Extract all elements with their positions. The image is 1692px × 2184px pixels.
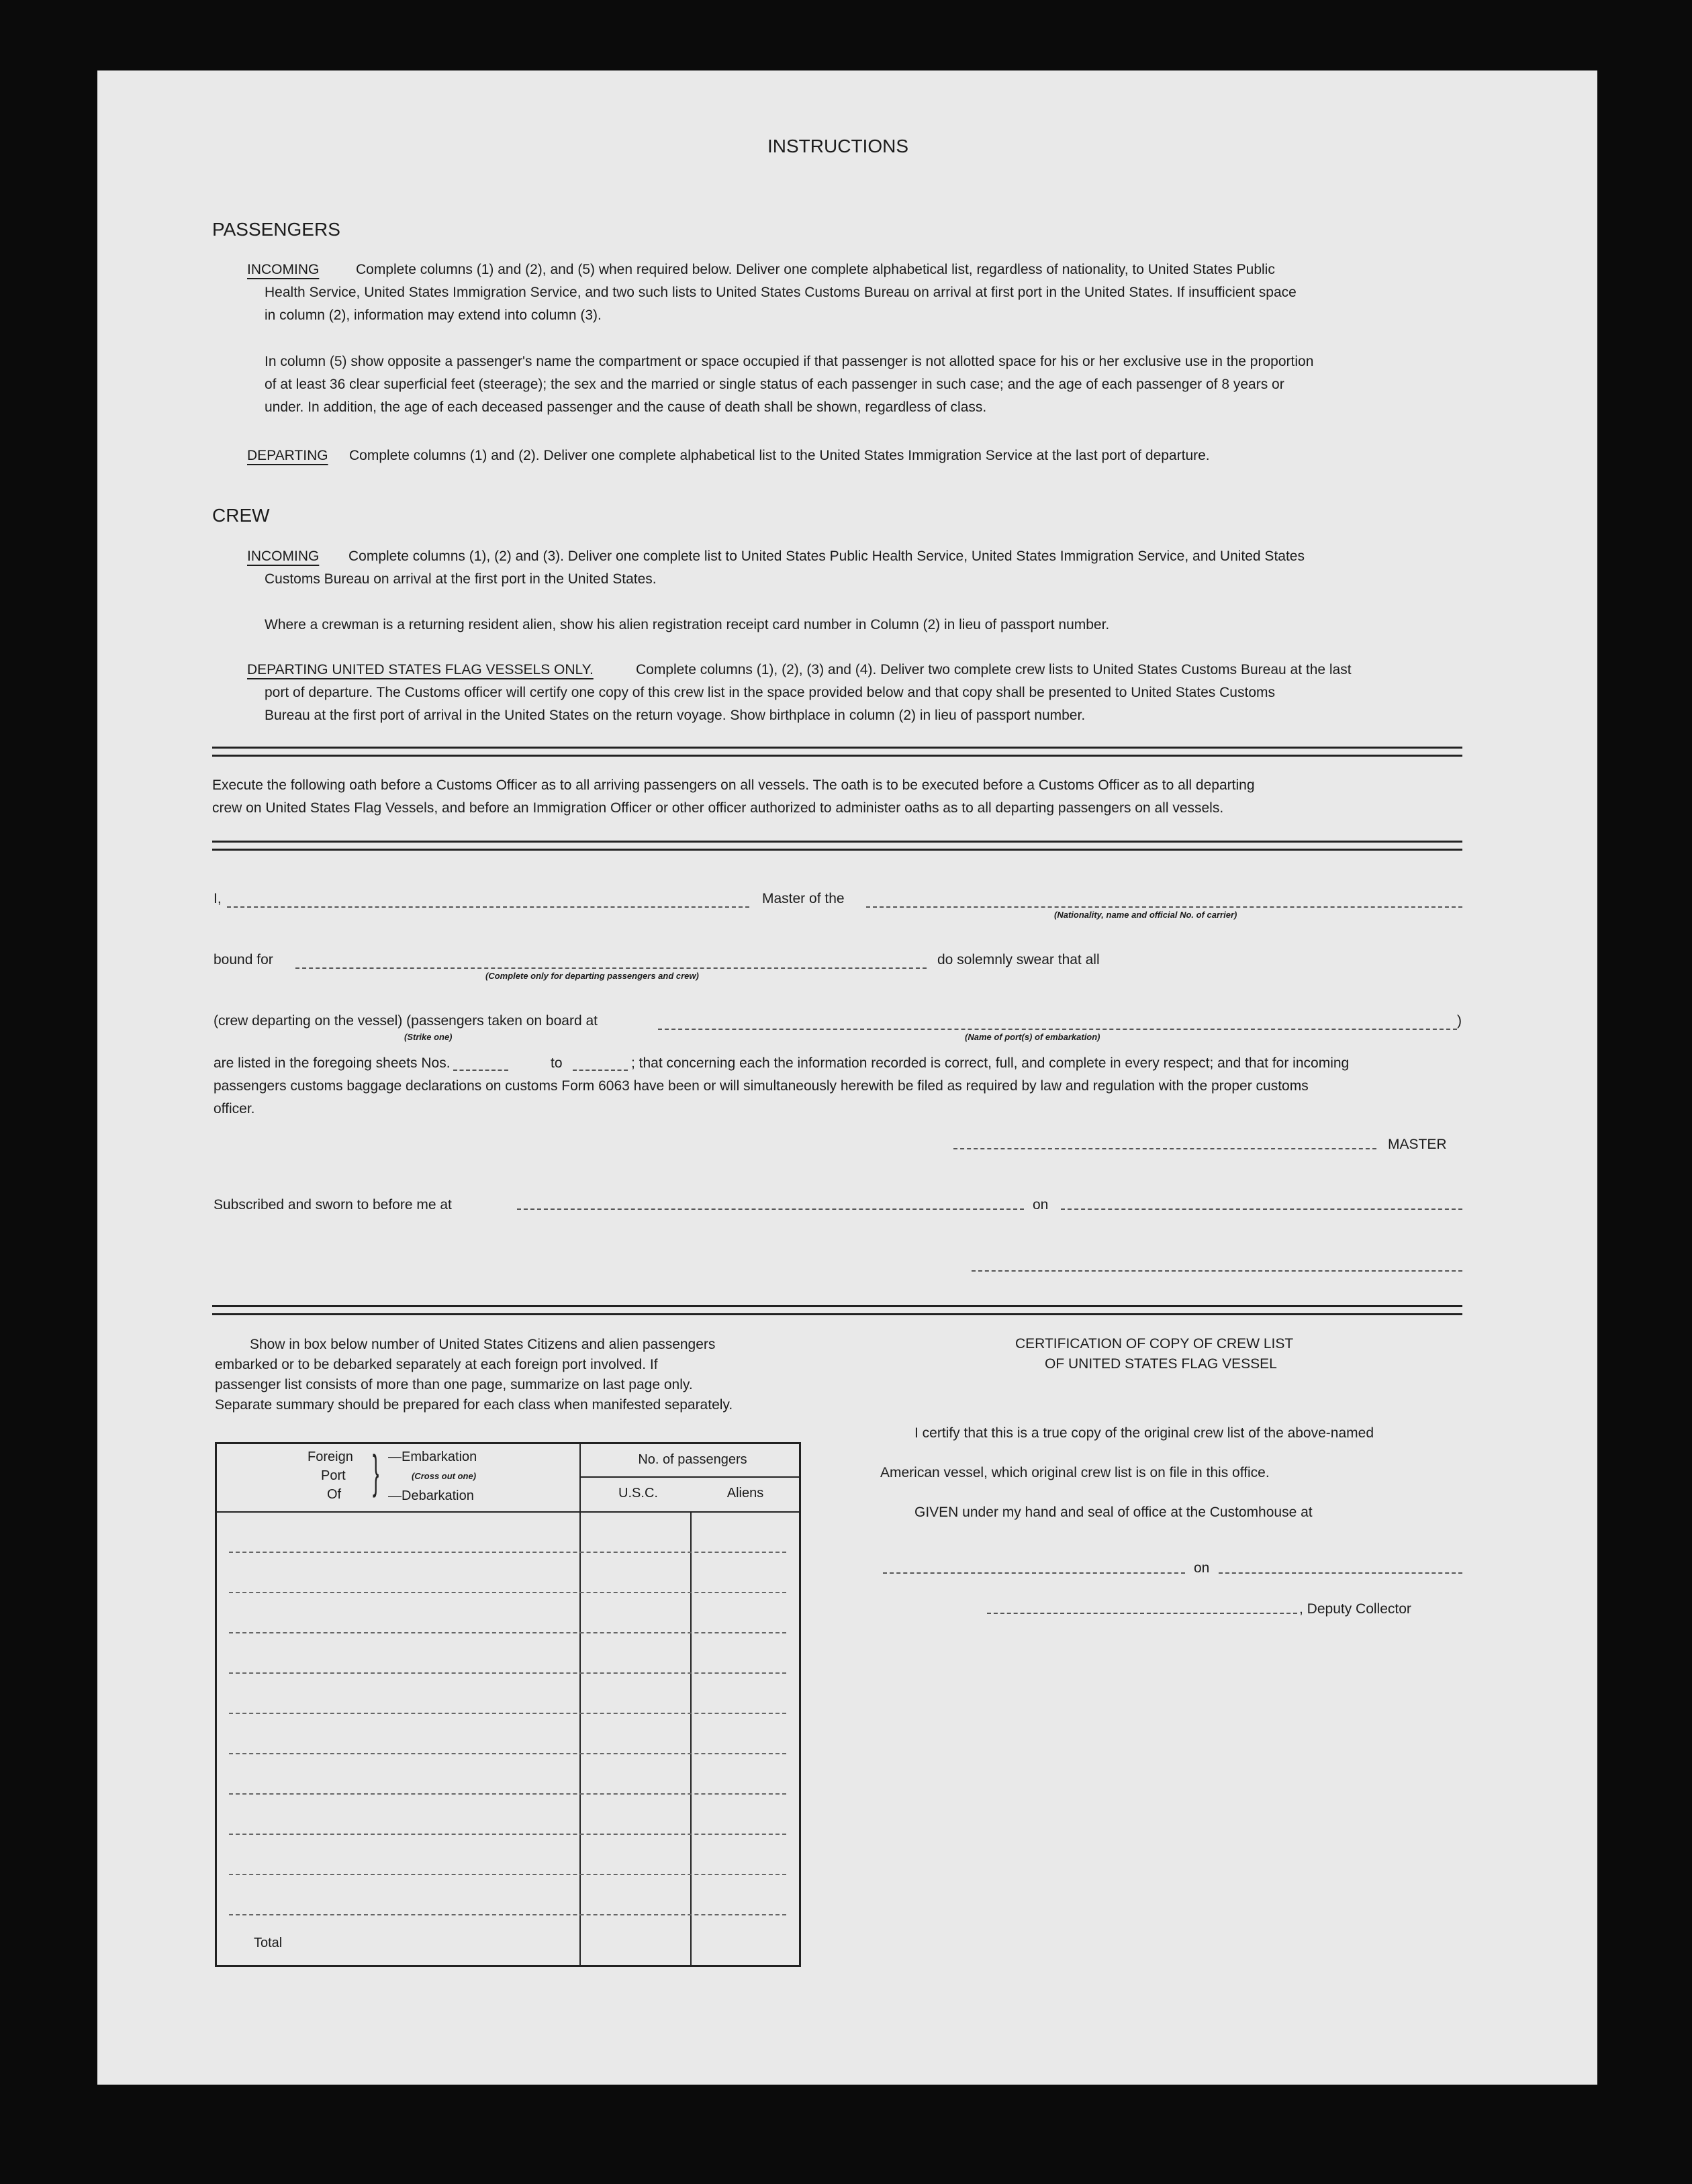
foreign-label: Foreign	[308, 1450, 353, 1464]
passengers-heading: PASSENGERS	[212, 219, 340, 240]
sheet-from-field[interactable]	[453, 1070, 508, 1071]
listed-sheets-cont: ; that concerning each the information recorded is correct, full, and complete in every respect; and that for incoming	[631, 1055, 1350, 1071]
sworn-on-label: on	[1033, 1197, 1049, 1213]
listed-sheets-text: are listed in the foregoing sheets Nos.	[214, 1055, 451, 1071]
total-label: Total	[254, 1936, 283, 1950]
bound-for-hint: (Complete only for departing passengers and crew)	[485, 971, 699, 981]
summary-line4: Separate summary should be prepared for each class when manifested separately.	[215, 1397, 733, 1413]
table-row[interactable]	[229, 1793, 786, 1795]
passenger-summary-table	[215, 1442, 801, 1967]
crew-departing-line3: Bureau at the first port of arrival in the United States on the return voyage. Show birthplace in column (2) in lieu of passport number.	[265, 708, 1086, 723]
certification-date-field[interactable]	[1219, 1572, 1462, 1574]
certification-title-2: OF UNITED STATES FLAG VESSEL	[1045, 1356, 1277, 1372]
passengers-departing-text: Complete columns (1) and (2). Deliver one complete alphabetical list to the United States Immigration Service at the last port of departure.	[349, 448, 1210, 463]
section-divider	[212, 841, 1462, 851]
table-row[interactable]	[229, 1672, 786, 1674]
master-signature-field[interactable]	[953, 1148, 1376, 1149]
passengers-incoming-line2: Health Service, United States Immigration Service, and two such lists to United States Customs Bureau on arrival at first port in the United States. If insufficient space	[265, 285, 1297, 300]
section-divider	[212, 1305, 1462, 1315]
listed-to-text: to	[551, 1055, 563, 1071]
master-name-field[interactable]	[227, 906, 749, 908]
brace-icon: }	[373, 1445, 379, 1498]
officer-signature-field[interactable]	[972, 1270, 1462, 1272]
certification-title-1: CERTIFICATION OF COPY OF CREW LIST	[1015, 1336, 1294, 1351]
crew-heading: CREW	[212, 505, 270, 526]
master-label: MASTER	[1388, 1137, 1447, 1152]
table-row[interactable]	[229, 1592, 786, 1593]
table-row[interactable]	[229, 1834, 786, 1835]
oath-i-label: I,	[214, 891, 222, 906]
summary-line2: embarked or to be debarked separately at each foreign port involved. If	[215, 1357, 658, 1372]
officer-text: officer.	[214, 1101, 255, 1117]
close-paren: )	[1457, 1013, 1462, 1029]
of-label: Of	[327, 1487, 342, 1502]
master-of-the-label: Master of the	[762, 891, 845, 906]
bound-for-label: bound for	[214, 952, 273, 967]
carrier-field[interactable]	[866, 906, 1462, 908]
sworn-place-field[interactable]	[517, 1208, 1024, 1210]
table-row[interactable]	[229, 1552, 786, 1553]
sworn-date-field[interactable]	[1061, 1208, 1462, 1210]
embarkation-label[interactable]: —Embarkation	[388, 1450, 477, 1464]
summary-line3: passenger list consists of more than one page, summarize on last page only.	[215, 1377, 693, 1392]
page-title: INSTRUCTIONS	[767, 136, 908, 156]
passengers-incoming-line1: Complete columns (1) and (2), and (5) when required below. Deliver one complete alphabetical list, regardless of nationality, to United States Public	[356, 262, 1275, 277]
subscribed-text: Subscribed and sworn to before me at	[214, 1197, 452, 1213]
ports-hint: (Name of port(s) of embarkation)	[965, 1032, 1100, 1042]
certification-line1: I certify that this is a true copy of the original crew list of the above-named	[914, 1425, 1374, 1441]
crew-departing-line1: Complete columns (1), (2), (3) and (4). Deliver two complete crew lists to United States Customs Bureau at the last	[636, 662, 1352, 677]
cross-out-hint: (Cross out one)	[412, 1471, 477, 1481]
bound-for-field[interactable]	[295, 967, 927, 969]
passengers-incoming-label: INCOMING	[247, 262, 320, 277]
crew-incoming-line2: Customs Bureau on arrival at the first port in the United States.	[265, 571, 657, 587]
passengers-incoming-line3: in column (2), information may extend into column (3).	[265, 307, 602, 323]
crew-departing-line2: port of departure. The Customs officer will certify one copy of this crew list in the space provided below and that copy shall be presented to United States Customs	[265, 685, 1275, 700]
certification-on-label: on	[1194, 1560, 1210, 1576]
table-row[interactable]	[229, 1874, 786, 1875]
port-label: Port	[321, 1468, 346, 1483]
sheet-to-field[interactable]	[573, 1070, 628, 1071]
passengers-departing-label: DEPARTING	[247, 448, 328, 463]
oath-instructions-line2: crew on United States Flag Vessels, and before an Immigration Officer or other officer authorized to administer oaths as to all departing passengers on all vessels.	[212, 800, 1224, 816]
certification-line3: GIVEN under my hand and seal of office at the Customhouse at	[914, 1505, 1313, 1520]
crew-passengers-text: (crew departing on the vessel) (passengers taken on board at	[214, 1013, 598, 1029]
table-row[interactable]	[229, 1713, 786, 1714]
customhouse-field[interactable]	[883, 1572, 1185, 1574]
crew-incoming-line1: Complete columns (1), (2) and (3). Deliver one complete list to United States Public Health Service, United States Immigration Service, and United States	[348, 549, 1305, 564]
solemnly-swear-text: do solemnly swear that all	[937, 952, 1100, 967]
crew-departing-label: DEPARTING UNITED STATES FLAG VESSELS ONLY.	[247, 662, 594, 677]
deputy-signature-field[interactable]	[987, 1613, 1297, 1614]
crew-alien-note: Where a crewman is a returning resident alien, show his alien registration receipt card number in Column (2) in lieu of passport number.	[265, 617, 1110, 632]
passengers-steerage-line2: of at least 36 clear superficial feet (steerage); the sex and the married or single status of each passenger in such case; and the age of each passenger of 8 years or	[265, 377, 1284, 392]
certification-line2: American vessel, which original crew list is on file in this office.	[880, 1465, 1270, 1480]
debarkation-label[interactable]: —Debarkation	[388, 1488, 474, 1503]
summary-line1: Show in box below number of United States Citizens and alien passengers	[250, 1337, 716, 1352]
carrier-hint: (Nationality, name and official No. of carrier)	[1054, 910, 1237, 920]
table-row[interactable]	[229, 1914, 786, 1915]
embarkation-ports-field[interactable]	[658, 1029, 1457, 1030]
crew-incoming-label: INCOMING	[247, 549, 320, 564]
table-row[interactable]	[229, 1632, 786, 1633]
aliens-header: Aliens	[726, 1486, 764, 1501]
oath-instructions-line1: Execute the following oath before a Customs Officer as to all arriving passengers on all vessels. The oath is to be executed before a Customs Officer as to all departing	[212, 777, 1255, 793]
baggage-declarations-text: passengers customs baggage declarations on customs Form 6063 have been or will simultaneously herewith be filed as required by law and regulation with the proper customs	[214, 1078, 1309, 1094]
table-row[interactable]	[229, 1753, 786, 1754]
passengers-steerage-line1: In column (5) show opposite a passenger's name the compartment or space occupied if that passenger is not allotted space for his or her exclusive use in the proportion	[265, 354, 1314, 369]
section-divider	[212, 747, 1462, 757]
usc-header: U.S.C.	[618, 1486, 658, 1501]
passengers-steerage-line3: under. In addition, the age of each deceased passenger and the cause of death shall be shown, regardless of class.	[265, 399, 987, 415]
no-passengers-header: No. of passengers	[638, 1452, 747, 1467]
strike-one-hint: (Strike one)	[404, 1032, 453, 1042]
deputy-collector-label: , Deputy Collector	[1299, 1601, 1411, 1617]
